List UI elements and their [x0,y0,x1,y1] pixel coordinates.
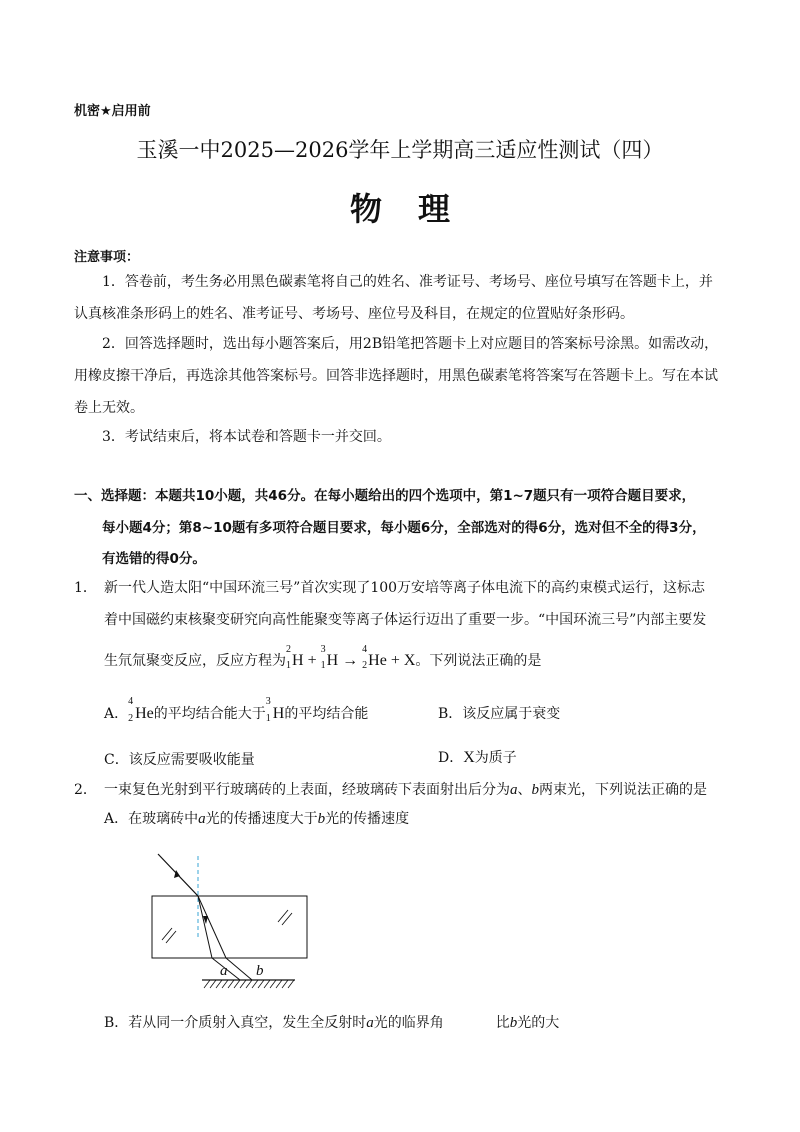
option-a-middle-text: 的平均结合能大于 [153,706,266,722]
q2-option-b-suffix: 光的大 [517,1015,560,1031]
tritium-charge-number: 1 [320,660,326,671]
deuterium-charge-number: 1 [286,660,291,671]
deuterium-mass-number: 2 [286,644,291,655]
helium-charge-number: 2 [362,660,368,671]
figure-label-b: b [256,963,264,979]
question-2-stem-suffix: 两束光，下列说法正确的是 [539,782,707,798]
option-a-helium-mass: 4 [128,696,134,707]
tritium-nuclide [320,644,339,671]
q2-option-b-prefix: B．若从同一介质射入真空，发生全反射时 [104,1015,367,1031]
light-b-label: b [531,782,539,798]
question-1-number: 1． [74,580,97,596]
helium-mass-number: 4 [362,644,368,655]
question-2-stem [104,779,707,799]
glass-slab [152,896,307,958]
glass-slab-figure [140,848,320,993]
q2-option-b-middle: 光的临界角 [373,1015,444,1031]
section-1-instructions-line-1: 一、选择题：本题共10小题，共46分。在每小题给出的四个选项中，第1~7题只有一项符合题目要求， [74,488,696,504]
notice-item-2-line-1: 2．回答选择题时，选出每小题答案后，用2B铅笔把答题卡上对应题目的答案标号涂黑。如需改动， [102,336,719,352]
option-a-tritium-symbol: H [272,705,285,722]
notice-item-3: 3．考试结束后，将本试卷和答题卡一并交回。 [102,429,391,445]
tritium-mass-number: 3 [320,644,326,655]
emergent-ray-b [226,958,252,980]
q2-option-b-compare: 比 [495,1015,510,1031]
q2-option-a-light-a: a [198,811,206,827]
question-2-option-a [104,808,409,828]
notice-item-2-line-3: 卷上无效。 [74,400,144,416]
question-2-stem-prefix: 一束复色光射到平行玻璃砖的上表面，经玻璃砖下表面射出后分为 [104,782,510,798]
option-a-helium-symbol: He [135,705,154,722]
option-a-suffix-text: 的平均结合能 [284,706,369,722]
helium-symbol: He [368,652,387,669]
question-1-option-c: C．该反应需要吸收能量 [104,752,255,768]
option-a-tritium-charge: 1 [265,713,271,724]
reaction-arrow: → [342,652,359,669]
ground-hatching [204,980,294,988]
subject-title: 物理 [349,190,486,228]
section-1-instructions-line-3: 有选错的得0分。 [102,551,206,567]
refracted-ray-a-inside [198,896,212,958]
exam-title: 玉溪一中2025—2026学年上学期高三适应性测试（四） [136,138,664,162]
plus-sign-2: + [390,652,400,669]
q2-option-a-suffix: 光的传播速度 [325,811,410,827]
deuterium-nuclide [286,644,304,671]
option-d-text: 为质子 [474,750,517,766]
q2-option-a-light-b: b [317,811,326,827]
section-1-instructions-line-2: 每小题4分；第8~10题有多项符合题目要求，每小题6分，全部选对的得6分，选对但不全的得3分， [102,520,706,536]
q2-option-b-light-a: a [366,1015,374,1031]
plus-sign: + [307,652,317,669]
notice-item-1-line-1: 1．答卷前，考生务必用黑色碳素笔将自己的姓名、准考证号、考场号、座位号填写在答题卡上，并 [102,274,713,290]
fusion-equation [286,644,416,671]
question-1-line-3-prefix: 生氘氚聚变反应，反应方程为 [104,653,286,669]
light-a-label: a [510,782,518,798]
tritium-symbol: H [326,652,339,669]
separator: 、 [517,782,532,798]
unknown-particle-x: X [403,652,416,669]
question-1-option-d [438,747,517,767]
question-1-line-1: 新一代人造太阳“中国环流三号”首次实现了100万安培等离子体电流下的高约束模式运行，这标志 [104,580,706,596]
question-1-line-3-suffix: 。下列说法正确的是 [415,653,542,669]
option-a-label: A． [104,706,129,722]
question-2-number: 2． [74,782,97,798]
question-1-option-b: B．该反应属于衰变 [438,706,561,722]
notice-heading: 注意事项： [74,250,140,265]
refracted-ray-b-inside [198,896,226,958]
helium-nuclide [362,644,387,671]
option-a-helium-charge: 2 [128,713,134,724]
option-a-helium-nuclide [128,696,154,724]
q2-option-b-light-b: b [509,1015,518,1031]
notice-item-1-line-2: 认真核准条形码上的姓名、准考证号、考场号、座位号及科目，在规定的位置贴好条形码。 [74,306,634,322]
option-d-label: D． [438,750,464,766]
figure-label-a: a [220,963,228,979]
q2-option-a-middle: 光的传播速度大于 [205,811,318,827]
question-1-option-a [104,696,369,724]
option-a-tritium-nuclide [265,696,285,724]
question-1-line-2: 着中国磁约束核聚变研究向高性能聚变等离子体运行迈出了重要一步。“中国环流三号”内部主要发 [104,612,707,628]
notice-item-2-line-2: 用橡皮擦干净后，再选涂其他答案标号。回答非选择题时，用黑色碳素笔将答案写在答题卡上。写在本试 [74,368,718,384]
question-1-line-3 [104,644,542,671]
option-a-tritium-mass: 3 [265,696,271,707]
confidential-label: 机密★启用前 [74,104,151,119]
question-2-option-b [104,1012,559,1032]
option-d-x-symbol: X [463,749,475,766]
q2-option-a-prefix: A．在玻璃砖中 [104,811,199,827]
deuterium-symbol: H [292,652,304,669]
